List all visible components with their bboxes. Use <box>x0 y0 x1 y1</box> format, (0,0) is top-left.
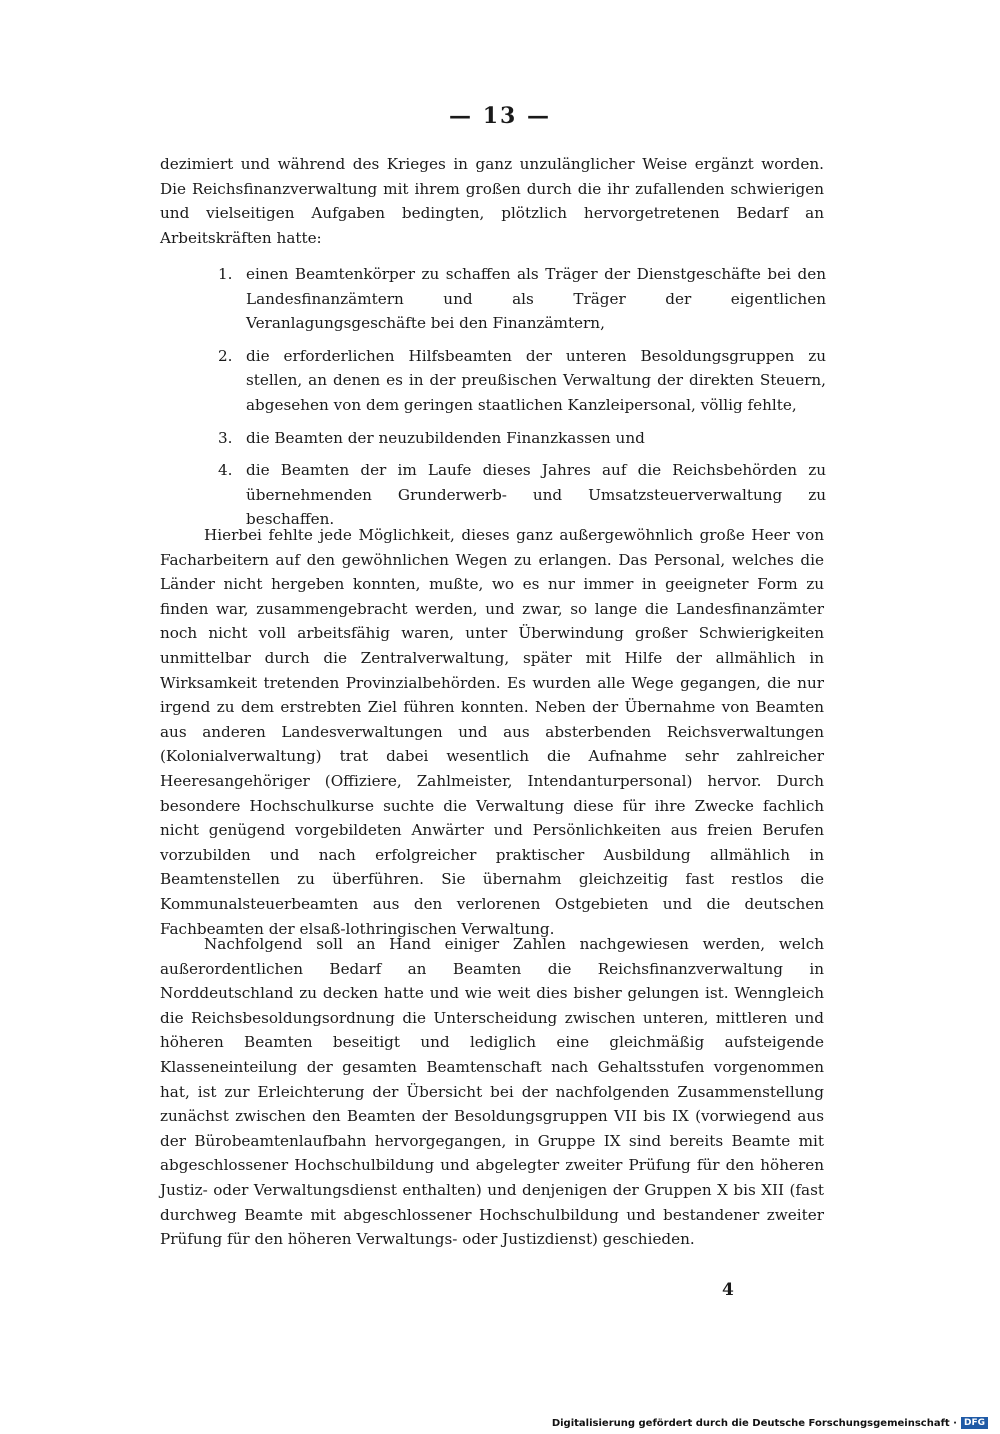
list-item <box>218 262 826 336</box>
numbered-list <box>218 262 826 540</box>
digitization-credit <box>552 1417 988 1429</box>
list-item-text: die Beamten der im Laufe dieses Jahres auf die Reichsbehörden zu übernehmenden Grunderwerb- und Umsatzsteuerverwaltung zu beschaffen. <box>246 461 826 529</box>
list-item-text: die erforderlichen Hilfsbeamten der unteren Besoldungsgruppen zu stellen, an denen es in der preußischen Verwaltung der direkten Steuern, abgesehen von dem geringen staatlichen Kanzleipersonal, völlig fehlte, <box>246 346 826 414</box>
list-item-number: 1. <box>218 265 233 283</box>
credit-text: Digitalisierung gefördert durch die Deutsche Forschungsgemeinschaft · <box>551 1417 957 1429</box>
page-number: — 13 — <box>449 103 551 129</box>
list-item-text: einen Beamtenkörper zu schaffen als Träger der Dienstgeschäfte bei den Landesfinanzämtern und als Träger der eigentlichen Veranlagungsgeschäfte bei den Finanzämtern, <box>246 265 826 333</box>
dfg-logo: DFG <box>961 1417 988 1429</box>
list-item-number: 4. <box>218 461 233 480</box>
paragraph-personnel: Hierbei fehlte jede Möglichkeit, dieses ganz außergewöhnlich große Heer von Facharbeitern auf den gewöhnlichen Wegen zu erlangen. Das Personal, welches die Länder nicht hergeben konnten, mußte, wo es nur immer in geeigneter Form zu finden war, zusammengebracht werden, und zwar, so lange die Landesfinanzämter noch nicht voll arbeitsfähig waren, unter Überwindung großer Schwierigkeiten unmittelbar durch die Zentralverwaltung, später mit Hilfe der allmählich in Wirksamkeit tretenden Provinzialbehörden. Es wurden alle Wege gegangen, die nur irgend zu dem erstrebten Ziel führen konnten. Neben der Übernahme von Beamten aus anderen Landesverwaltungen und aus absterbenden Reichsverwaltungen (Kolonialverwaltung) trat dabei wesentlich die Aufnahme sehr zahlreicher Heeresangehöriger (Offiziere, Zahlmeister, Intendanturpersonal) hervor. Durch besondere Hochschulkurse suchte die Verwaltung diese für ihre Zwecke fachlich nicht genügend vorgebildeten Anwärter und Persönlichkeiten aus freien Berufen vorzubilden und nach erfolgreicher praktischer Ausbildung allmählich in Beamtenstellen zu überführen. Sie übernahm gleichzeitig fast restlos die Kommunalsteuerbeamten aus den verlorenen Ostgebieten und die deutschen Fachbeamten der elsaß-lothringischen Verwaltung. <box>160 526 824 938</box>
list-item-text: die Beamten der neuzubildenden Finanzkassen und <box>246 428 645 447</box>
list-item-number: 2. <box>218 346 233 365</box>
intro-paragraph: dezimiert und während des Krieges in ganz unzulänglicher Weise ergänzt worden. Die Reichsfinanzverwaltung mit ihrem großen durch die ihr zufallenden schwierigen und vielseitigen Aufgaben bedingten, plötzlich hervorgetretenen Bedarf an Arbeitskräften hatte: <box>160 155 824 247</box>
paragraph-statistics: Nachfolgend soll an Hand einiger Zahlen nachgewiesen werden, welch außerordentlichen Bedarf an Beamten die Reichsfinanzverwaltung in Norddeutschland zu decken hatte und wie weit dies bisher gelungen ist. Wenngleich die Reichsbesoldungsordnung die Unterscheidung zwischen unteren, mittleren und höheren Beamten beseitigt und lediglich eine gleichmäßig aufsteigende Klasseneinteilung der gesamten Beamtenschaft nach Gehaltsstufen vorgenommen hat, ist zur Erleichterung der Übersicht bei der nachfolgenden Zusammenstellung zunächst zwischen den Beamten der Besoldungsgruppen VII bis IX (vorwiegend aus der Bürobeamtenlaufbahn hervorgegangen, in Gruppe IX sind bereits Beamte mit abgeschlossener Hochschulbildung und abgelegter zweiter Prüfung für den höheren Justiz- oder Verwaltungsdienst enthalten) und denjenigen der Gruppen X bis XII (fast durchweg Beamte mit abgeschlossener Hochschulbildung und bestandener zweiter Prüfung für den höheren Verwaltungs- oder Justizdienst) geschieden. <box>160 935 824 1249</box>
list-item <box>218 426 826 451</box>
list-item <box>218 458 826 532</box>
signature-mark: 4 <box>722 1280 734 1300</box>
list-item <box>218 344 826 418</box>
list-item-number: 3. <box>218 428 233 447</box>
